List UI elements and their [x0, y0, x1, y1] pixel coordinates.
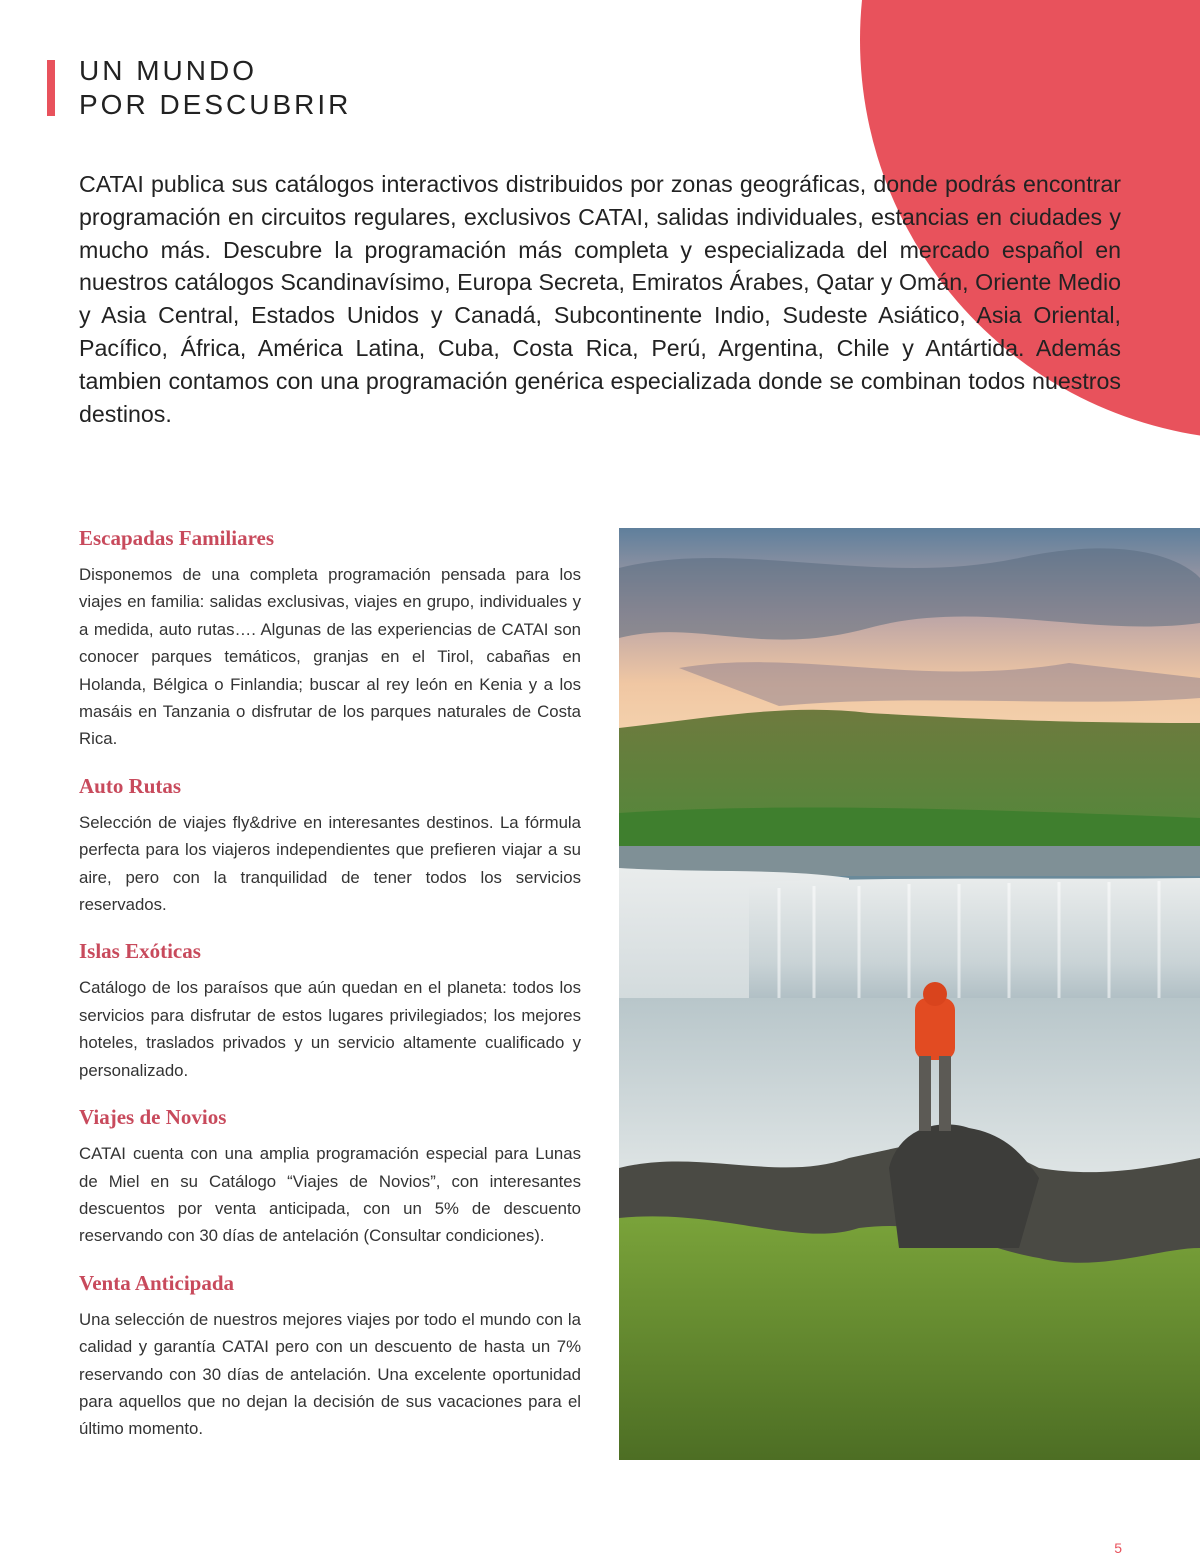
section-title: Escapadas Familiares: [79, 526, 275, 550]
section-text: Selección de viajes fly&drive en interesantes destinos. La fórmula perfecta para los viajeros independientes que prefieren viajar a su aire, pero con la tranquilidad de tener todos los servicios reservados.: [79, 812, 581, 915]
title-accent-bar: [47, 60, 55, 116]
page-title-line-2: POR DESCUBRIR: [79, 89, 352, 120]
section-text: Catálogo de los paraísos que aún quedan en el planeta: todos los servicios para disfrutar de estos lugares privilegiados; los mejores hoteles, traslados privados y un servicio altamente cualificado y personalizado.: [79, 978, 581, 1080]
section-title: Venta Anticipada: [79, 1270, 235, 1295]
waterfall-hiker-photo: [619, 528, 1200, 1460]
page-number: 5: [1114, 1540, 1122, 1556]
section-viajes-de-novios: [79, 1102, 581, 1250]
sections-column: [79, 523, 581, 1461]
section-title: Islas Exóticas: [79, 939, 201, 964]
section-text: Disponemos de una completa programación pensada para los viajes en familia: salidas exclusivas, viajes en grupo, individuales y a medida, auto rutas…. Algunas de las experiencias de CATAI son conocer parques temáticos, granjas en el Tirol, cabañas en Holanda, Bélgica o Finlandia; buscar al rey león en Kenia y a los masáis en Tanzania o disfrutar de los parques naturales de Costa Rica.: [79, 565, 581, 749]
section-auto-rutas: [79, 771, 581, 919]
section-text: CATAI cuenta con una amplia programación especial para Lunas de Miel en su Catálogo “Viajes de Novios”, con interesantes descuentos por venta anticipada, con un 5% de descuento reservando con 30 días de antelación (Consultar condiciones).: [79, 1144, 581, 1246]
section-venta-anticipada: [79, 1268, 581, 1443]
intro-paragraph: CATAI publica sus catálogos interactivos distribuidos por zonas geográficas, donde podrás encontrar programación en circuitos regulares, exclusivos CATAI, salidas individuales, estancias en ciudades y mucho más. Descubre la programación más completa y especializada del mercado español en nuestros catálogos Scandinavísimo, Europa Secreta, Emiratos Árabes, Qatar y Omán, Oriente Medio y Asia Central, Estados Unidos y Canadá, Subcontinente Indio, Sudeste Asiático, Asia Oriental, Pacífico, África, América Latina, Cuba, Costa Rica, Perú, Argentina, Chile y Antártida. Además tambien contamos con una programación genérica especializada donde se combinan todos nuestros destinos.: [79, 171, 1121, 427]
section-islas-exoticas: [79, 936, 581, 1084]
section-title: Viajes de Novios: [79, 1105, 227, 1130]
page-title-line-1: UN MUNDO: [79, 55, 257, 86]
section-title: Auto Rutas: [79, 773, 182, 798]
page-title: [79, 54, 351, 122]
section-text: Una selección de nuestros mejores viajes por todo el mundo con la calidad y garantía CATAI pero con un descuento de hasta un 7% reservando con 30 días de antelación. Una excelente oportunidad para aquellos que no dejan la decisión de sus vacaciones para el último momento.: [79, 1309, 581, 1439]
section-escapadas-familiares: [79, 523, 581, 753]
